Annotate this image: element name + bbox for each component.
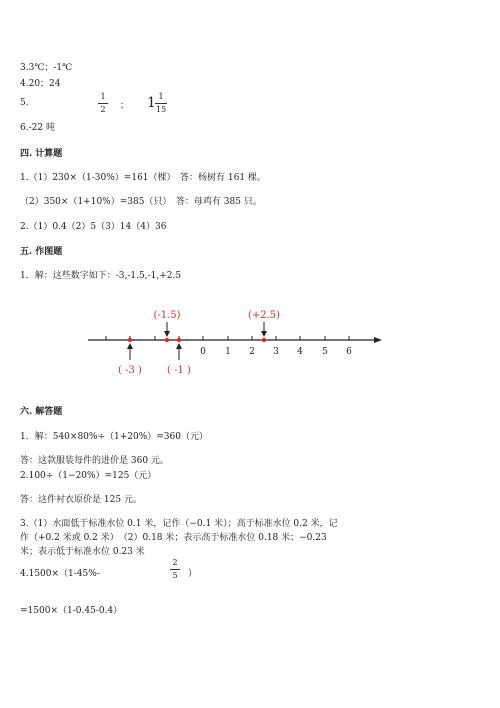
tick-label-4: 4 [297,347,303,357]
number-line-ticks [106,336,349,340]
tick-label-3: 3 [273,347,279,357]
label-pos2-5: (+2.5) [247,310,281,321]
answer-5-fraction-1 [98,92,108,115]
drawing-q1: 1．解：这些数字如下：-3,-1.5,-1,+2.5 [20,271,182,281]
solve-q3-line1: 3.（1）水面低于标准水位 0.1 米，记作（−0.1 米）；高于标准水位 0.2 米，记 [20,519,338,529]
number-line-arrowhead [374,337,382,343]
solve-q1: 1．解：540×80%÷（1+20%）=360（元） [20,432,208,442]
point-neg3 [128,338,132,342]
fraction-denominator: 5 [172,571,178,580]
answer-4: 4.20；24 [20,79,61,89]
arrow-pos2-5-head [261,331,267,337]
tick-label-5: 5 [322,347,328,357]
fraction-numerator: 1 [100,92,106,101]
solve-q4-fraction [170,558,180,581]
answer-5-prefix: 5. [20,98,29,108]
arrow-neg1-5-head [164,331,170,337]
answer-5-whole: 1 [147,95,156,111]
section-5-heading: 五. 作图题 [20,247,63,257]
solve-q3-line2: 作（+0.2 米或 0.2 米） （2）0.18 米；表示高于标准水位 0.18 米；−0.23 [20,533,327,543]
fraction-numerator: 1 [158,92,164,101]
tick-label-2: 2 [249,347,255,357]
fraction-denominator: 2 [100,105,106,114]
fraction-denominator: 15 [155,105,167,114]
calc-q2: 2.（1）0.4（2）5（3）14（4）36 [20,222,167,232]
point-pos2-5 [262,338,266,342]
tick-label-1: 1 [225,347,231,357]
arrow-neg1-head [176,343,182,349]
arrow-neg3-head [127,343,133,349]
answer-6: 6.-22 吨 [20,123,55,133]
solve-q1-answer: 答：这款服装每件的进价是 360 元。 [20,456,169,466]
calc-q1-part1: 1.（1）230×（1-30%）=161（棵） 答：杨树有 161 棵。 [20,173,266,183]
section-6-heading: 六. 解答题 [20,407,63,417]
tick-label-6: 6 [346,347,352,357]
solve-q4-line2: =1500×（1-0.45-0.4） [20,606,123,616]
fraction-numerator: 2 [172,558,178,567]
section-4-heading: 四. 计算题 [20,149,63,159]
answer-3: 3.3℃；-1℃ [20,63,73,73]
solve-q4-prefix: 4.1500×（1-45%- [20,569,100,579]
point-neg1-5 [165,338,169,342]
point-neg1 [177,338,181,342]
solve-q2: 2.100÷（1−20%）=125（元） [20,471,157,481]
calc-q1-part2: （2）350×（1+10%）=385（只） 答：母鸡有 385 只。 [20,197,262,207]
label-neg3: ( -3 ) [118,365,142,376]
solve-q4-suffix: ） [188,569,198,579]
answer-5-fraction-2 [155,92,167,115]
solve-q2-answer: 答：这件衬衣原价是 125 元。 [20,495,142,505]
label-neg1-5: (-1.5) [153,310,181,321]
solve-q3-line3: 米；表示低于标准水位 0.23 米 [20,547,145,557]
answer-5-separator: ； [120,101,130,111]
number-line-figure [0,300,500,410]
label-neg1: ( -1 ) [167,365,191,376]
tick-label-0: 0 [200,347,206,357]
